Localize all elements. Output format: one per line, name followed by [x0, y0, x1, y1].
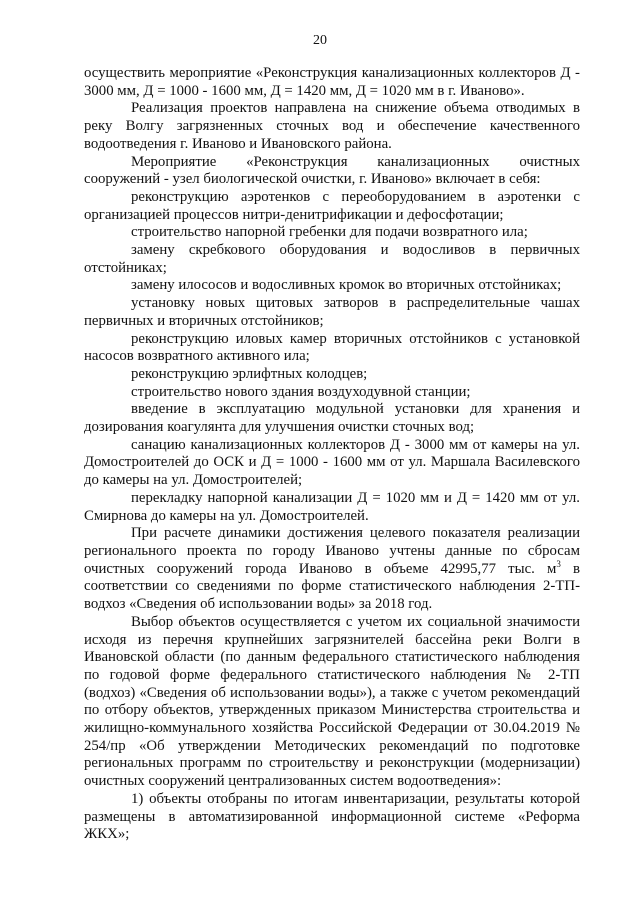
list-item-collector-sanitation: санацию канализационных коллекторов Д - 3000 мм от камеры на ул. Домостроителей до ОСК и Д = 1000 - 1600 мм от ул. Маршала Василевского до камеры на ул. Домостроителей; [84, 436, 580, 489]
list-item-airlift-wells: реконструкцию эрлифтных колодцев; [131, 365, 368, 382]
page-number: 20 [313, 33, 327, 48]
list-item-scraper-equipment: замену скребкового оборудования и водосливов в первичных отстойниках; [84, 242, 580, 276]
paragraph-p3: Мероприятие «Реконструкция канализационных очистных сооружений - узел биологической очистки, г. Иваново» включает в себя: [84, 153, 580, 188]
list-item-blower-station: строительство нового здания воздуходувной станции; [131, 383, 471, 400]
list-item-aerotanks: реконструкцию аэротенков с переоборудованием в аэротенки с организацией процессов нитри-денитрификации и дефосфотации; [84, 188, 580, 223]
list-item-pressure-sewer-relay: перекладку напорной канализации Д = 1020 мм и Д = 1420 мм от ул. Смирнова до камеры на ул. Домостроителей. [84, 489, 580, 524]
list-item-sludge-suckers: замену илососов и водосливных кромок во вторичных отстойниках; [131, 277, 562, 294]
paragraph-p1: осуществить мероприятие «Реконструкция канализационных коллекторов Д - 3000 мм, Д = 1000 - 1600 мм, Д = 1420 мм, Д = 1020 мм в г. Иваново». [84, 65, 580, 99]
paragraph-target-text-after: в соответствии со сведениями по форме статистического наблюдения 2-ТП-водхоз «Сведения об использовании воды» за 2018 год. [84, 560, 581, 613]
paragraph-target-indicator [84, 525, 580, 614]
paragraph-p2: Реализация проектов направлена на снижение объема отводимых в реку Волгу загрязненных сточных вод и обеспечение качественного водоотведения г. Иваново и Ивановского района. [84, 100, 580, 152]
list-item-pressure-manifold: строительство напорной гребенки для подачи возвратного ила; [131, 224, 528, 241]
paragraph-object-selection: Выбор объектов осуществляется с учетом их социальной значимости исходя из перечня крупнейших загрязнителей бассейна реки Волги в Ивановской области (по данным федерального статистического наблюдения по годовой форме федерального статистического наблюдения № 2-ТП (водхоз) «Сведения об использовании воды»), а также с учетом рекомендаций по отбору объектов, утвержденных приказом Министерства строительства и жилищно-коммунального хозяйства Российской Федерации от 30.04.2019 № 254/пр «Об утверждении Методических рекомендаций по подготовке региональных программ по строительству и реконструкции (модернизации) очистных сооружений централизованных систем водоотведения»: [84, 613, 580, 790]
document-body [84, 65, 580, 844]
list-item-coagulant-unit: введение в эксплуатацию модульной установки для хранения и дозирования коагулянта для улучшения очистки сточных вод; [84, 401, 580, 436]
list-item-inventory: 1) объекты отобраны по итогам инвентаризации, результаты которой размещены в автоматизированной информационной системе «Реформа ЖКХ»; [84, 790, 580, 843]
cubic-superscript: 3 [556, 558, 561, 569]
paragraph-target-text-before: При расчете динамики достижения целевого показателя реализации регионального проекта по городу Иваново учтены данные по сбросам очистных сооружений города Иваново в объеме 42995,77 тыс. м [84, 525, 580, 577]
list-item-sludge-chambers: реконструкцию иловых камер вторичных отстойников с установкой насосов возвратного активного ила; [84, 330, 580, 365]
list-item-gate-valves: установку новых щитовых затворов в распределительные чашах первичных и вторичных отстойников; [84, 295, 580, 329]
